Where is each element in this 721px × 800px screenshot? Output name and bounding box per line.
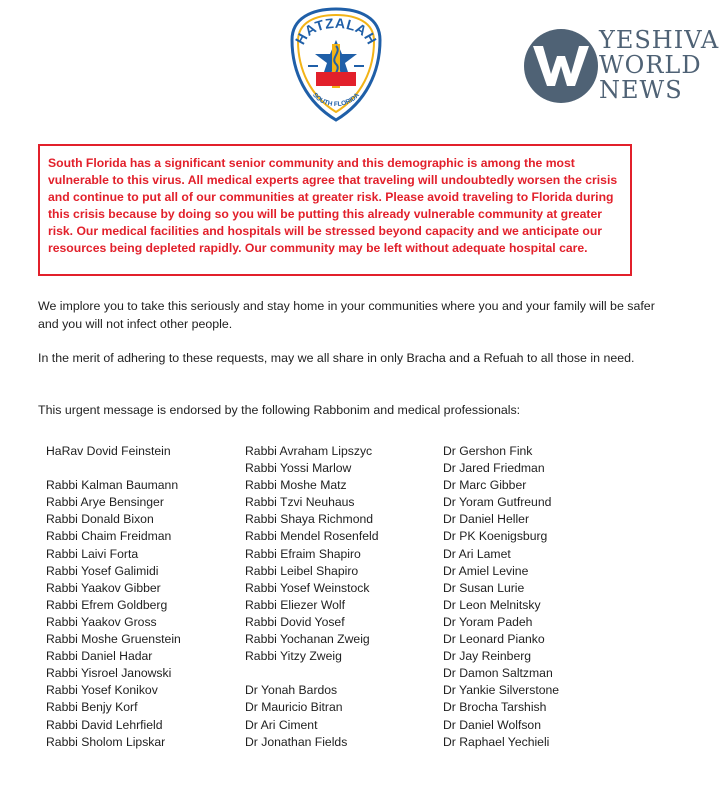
signatory-name: Rabbi Yossi Marlow [245,461,352,476]
warning-box [38,144,632,276]
signatory-name: Dr PK Koenigsburg [443,529,548,544]
signatory-name: Rabbi Moshe Matz [245,478,347,493]
signatory-name: Rabbi Avraham Lipszyc [245,444,373,458]
signatory-column-3 [443,443,559,751]
watermark-line: NEWS [599,76,683,104]
signatory-name: Rabbi Leibel Shapiro [245,563,359,578]
signatory-name: Rabbi Chaim Freidman [46,529,172,544]
signatory-column-2 [245,443,378,751]
endorsement-intro: This urgent message is endorsed by the following Rabbonim and medical professionals: [38,403,521,417]
signatory-name: Dr Susan Lurie [443,580,525,595]
signatory-name: Rabbi Eliezer Wolf [245,597,346,612]
logo-top-text: HATZALAH [291,14,381,48]
signatory-name: Rabbi Dovid Yosef [245,614,345,629]
watermark-line: WORLD [599,51,702,79]
signatory-name: Rabbi Efraim Shapiro [245,546,361,561]
signatory-name: Dr Raphael Yechieli [443,734,550,749]
signatory-name: Dr Leon Melnitsky [443,597,541,612]
signatory-name: Dr Jared Friedman [443,461,545,476]
signatory-name: Dr Ari Lamet [443,546,511,561]
ywn-logo-icon [523,28,599,104]
signatory-name: Dr Yankie Silverstone [443,683,560,698]
signatory-name: Dr Mauricio Bitran [245,700,343,715]
signatory-name: Rabbi Yaakov Gibber [46,580,161,595]
signatory-name: Dr Brocha Tarshish [443,700,547,715]
signatory-name: Rabbi Yaakov Gross [46,614,157,629]
signatory-name: Rabbi Tzvi Neuhaus [245,495,355,510]
signatory-name: Rabbi Shaya Richmond [245,512,374,527]
signatory-name: Rabbi David Lehrfield [46,717,163,732]
signatory-name: Dr Yoram Padeh [443,614,533,629]
signatory-name: Rabbi Sholom Lipskar [46,734,166,749]
hatzalah-shield-icon [288,6,384,124]
signatory-name: Rabbi Laivi Forta [46,546,139,561]
signatory-name: Dr Daniel Heller [443,512,530,527]
signatory-column-1 [46,443,181,751]
signatory-name: Dr Gershon Fink [443,444,533,458]
logo-bottom-text: SOUTH FLORIDA [311,91,361,109]
hatzalah-logo [288,6,384,124]
watermark-line: YESHIVA [599,26,720,54]
signatory-name: Rabbi Yosef Galimidi [46,563,159,578]
signatory-name: Dr Damon Saltzman [443,666,553,681]
blessing-paragraph: In the merit of adhering to these requests, may we all share in only Bracha and a Refuah to all those in need. [38,351,635,365]
warning-text: South Florida has a significant senior community and this demographic is among the most vulnerable to this virus. All medical experts agree that traveling will undoubtedly worsen the crisis and continue to put all of our communities at greater risk. Please avoid traveling to Florida during this crisis because by doing so you will be putting this already vulnerable community at greater risk. Our medical facilities and hospitals will be stressed beyond capacity and we anticipate our resources being depleted rapidly. Our community may be left without adequate hospital care. [48,156,618,256]
watermark-text [599,28,719,103]
signatory-name: Rabbi Daniel Hadar [46,649,153,664]
signatory-name: Rabbi Yosef Weinstock [245,580,370,595]
signatory-name: Rabbi Yisroel Janowski [46,666,172,681]
signatory-name: Dr Leonard Pianko [443,632,545,647]
signatory-name: Rabbi Efrem Goldberg [46,597,168,612]
signatory-name: Rabbi Yochanan Zweig [245,632,370,647]
signatory-name: Rabbi Arye Bensinger [46,495,164,510]
signatory-name: Rabbi Moshe Gruenstein [46,632,181,647]
signatory-name: Rabbi Yitzy Zweig [245,649,342,664]
signatory-name: Rabbi Yosef Konikov [46,683,158,698]
signatory-name: Dr Jonathan Fields [245,734,348,749]
signatory-name: Dr Yoram Gutfreund [443,495,552,510]
signatory-name: Dr Amiel Levine [443,563,529,578]
signatory-name: Dr Daniel Wolfson [443,717,541,732]
signatory-name: Dr Yonah Bardos [245,683,338,698]
signatory-name: Dr Marc Gibber [443,478,527,493]
signatory-name: Rabbi Benjy Korf [46,700,138,715]
signatory-name: Dr Ari Ciment [245,717,318,732]
yeshiva-world-news-watermark [523,28,721,104]
signatory-name [245,665,378,682]
signatory-name: Dr Jay Reinberg [443,649,532,664]
signatory-name: Rabbi Donald Bixon [46,512,154,527]
signatory-name: Rabbi Mendel Rosenfeld [245,529,379,544]
signatory-name: Rabbi Kalman Baumann [46,478,179,493]
signatory-name [46,460,181,477]
signatory-name: HaRav Dovid Feinstein [46,444,171,458]
stay-home-paragraph: We implore you to take this seriously and stay home in your communities where you and your family will be safer and you will not infect other people. [38,299,655,331]
